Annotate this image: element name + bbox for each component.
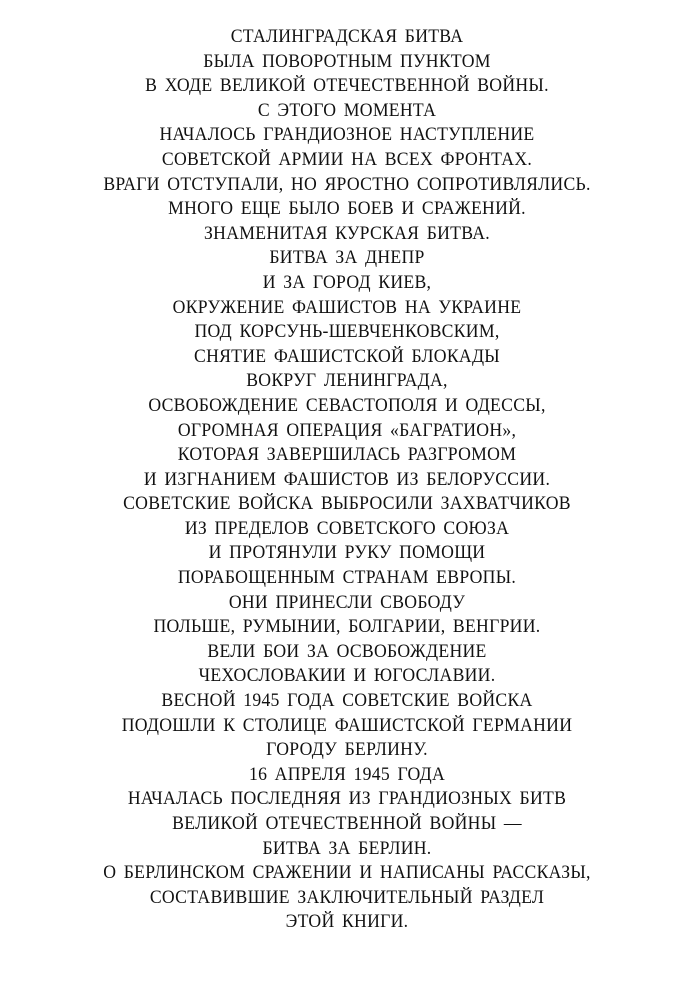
text-line: О БЕРЛИНСКОМ СРАЖЕНИИ И НАПИСАНЫ РАССКАЗЫ, [103,862,591,884]
text-line: ВОКРУГ ЛЕНИНГРАДА, [246,370,448,392]
text-line: И ПРОТЯНУЛИ РУКУ ПОМОЩИ [208,542,486,564]
text-line: СОСТАВИВШИЕ ЗАКЛЮЧИТЕЛЬНЫЙ РАЗДЕЛ [149,886,545,908]
text-line: СНЯТИЕ ФАШИСТСКОЙ БЛОКАДЫ [194,345,500,367]
text-line: СОВЕТСКОЙ АРМИИ НА ВСЕХ ФРОНТАХ. [161,148,533,170]
text-line: ПОРАБОЩЕННЫМ СТРАНАМ ЕВРОПЫ. [177,567,517,589]
text-line: ЭТОЙ КНИГИ. [285,911,409,933]
text-line: ВЕЛИКОЙ ОТЕЧЕСТВЕННОЙ ВОЙНЫ — [172,813,522,834]
text-line: ПОД КОРСУНЬ-ШЕВЧЕНКОВСКИМ, [194,321,500,343]
text-line: ПОЛЬШЕ, РУМЫНИИ, БОЛГАРИИ, ВЕНГРИИ. [153,616,541,638]
text-line: СОВЕТСКИЕ ВОЙСКА ВЫБРОСИЛИ ЗАХВАТЧИКОВ [123,493,571,515]
text-line: ОНИ ПРИНЕСЛИ СВОБОДУ [228,591,466,613]
text-line: ВЕСНОЙ 1945 ГОДА СОВЕТСКИЕ ВОЙСКА [161,690,533,712]
text-line: БИТВА ЗА ДНЕПР [269,247,425,269]
text-line: ЗНАМЕНИТАЯ КУРСКАЯ БИТВА. [204,222,490,244]
text-line: И ИЗГНАНИЕМ ФАШИСТОВ ИЗ БЕЛОРУССИИ. [143,468,551,490]
text-line: И ЗА ГОРОД КИЕВ, [262,271,432,293]
text-line: БИТВА ЗА БЕРЛИН. [262,837,432,859]
text-line: ВЕЛИ БОИ ЗА ОСВОБОЖДЕНИЕ [207,640,487,662]
text-line: БЫЛА ПОВОРОТНЫМ ПУНКТОМ [203,50,491,72]
text-line: 16 АПРЕЛЯ 1945 ГОДА [248,763,446,785]
text-line: ПОДОШЛИ К СТОЛИЦЕ ФАШИСТСКОЙ ГЕРМАНИИ [121,714,573,736]
text-line: В ХОДЕ ВЕЛИКОЙ ОТЕЧЕСТВЕННОЙ ВОЙНЫ. [145,75,549,97]
text-line: МНОГО ЕЩЕ БЫЛО БОЕВ И СРАЖЕНИЙ. [168,198,526,220]
text-line: С ЭТОГО МОМЕНТА [257,99,437,121]
text-line: ВРАГИ ОТСТУПАЛИ, НО ЯРОСТНО СОПРОТИВЛЯЛИСЬ. [103,173,591,195]
text-line: ОСВОБОЖДЕНИЕ СЕВАСТОПОЛЯ И ОДЕССЫ, [148,394,546,416]
text-line: НАЧАЛОСЬ ГРАНДИОЗНОЕ НАСТУПЛЕНИЕ [159,124,535,146]
text-line: ЧЕХОСЛОВАКИИ И ЮГОСЛАВИИ. [198,665,496,687]
text-line: ГОРОДУ БЕРЛИНУ. [266,739,428,761]
text-line: ОГРОМНАЯ ОПЕРАЦИЯ «БАГРАТИОН», [177,419,517,441]
text-line: КОТОРАЯ ЗАВЕРШИЛАСЬ РАЗГРОМОМ [177,444,517,466]
document-page [0,25,694,935]
text-line: ИЗ ПРЕДЕЛОВ СОВЕТСКОГО СОЮЗА [184,517,510,539]
text-line: ОКРУЖЕНИЕ ФАШИСТОВ НА УКРАИНЕ [172,296,522,318]
text-line: СТАЛИНГРАДСКАЯ БИТВА [230,26,464,47]
text-line: НАЧАЛАСЬ ПОСЛЕДНЯЯ ИЗ ГРАНДИОЗНЫХ БИТВ [127,788,567,810]
